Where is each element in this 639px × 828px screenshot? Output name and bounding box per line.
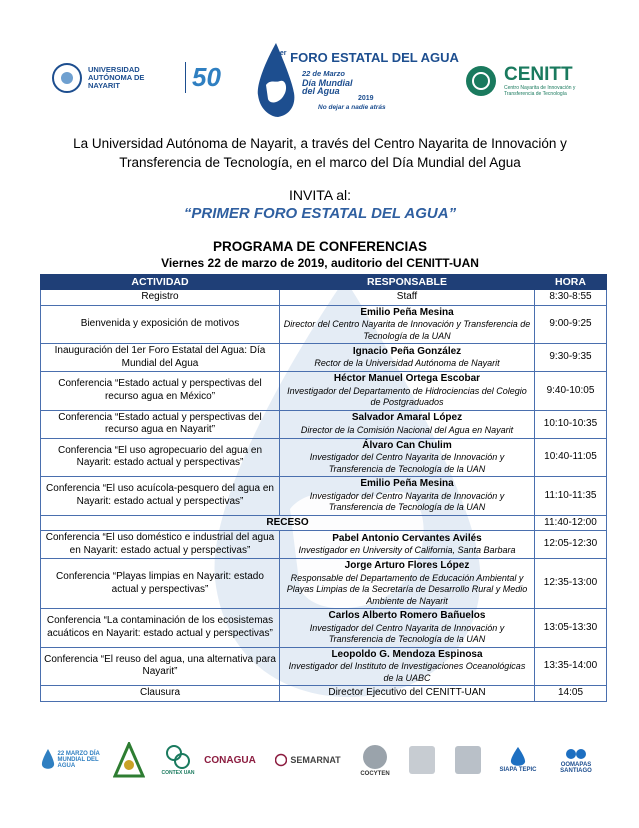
actividad-cell: Conferencia “Playas limpias en Nayarit: estado actual y perspectivas” [41,559,280,609]
responsable-desc: Investigador del Instituto de Investigaciones Oceanológicas de la UABC [288,661,526,683]
oomapas-icon [565,746,587,762]
foro-logo [256,38,459,120]
responsable-name: Director Ejecutivo del CENITT-UAN [328,687,486,698]
programa-title: PROGRAMA DE CONFERENCIAS [212,239,427,254]
drop-icon [41,749,55,771]
hora-cell: 13:35-14:00 [535,647,607,686]
responsable-name: Salvador Amaral López [351,412,463,423]
responsable-name: Álvaro Can Chulim [362,439,452,451]
responsable-desc: Responsable del Departamento de Educación Ambiental y Playas Limpias de la Secretaría de Desarrollo Rural y Medio Ambiente de Nayarit [286,572,528,606]
responsable-desc: Investigador del Departamento de Hidrociencias del Colegio de Postgraduados [287,385,527,407]
responsable-cell [280,372,535,411]
program-table-wrap [40,274,606,702]
hora-cell: 12:05-12:30 [535,531,607,559]
hora-cell: 9:30-9:35 [535,344,607,372]
table-row [41,290,607,306]
table-row [41,559,607,609]
table-row [41,410,607,438]
hora-cell: 10:40-11:05 [535,438,607,477]
logo-cocyten-text: COCYTEN [360,771,390,777]
siapa-drop-icon [510,747,526,767]
foro-date-2: Día Mundial [302,77,353,88]
responsable-name: Emilio Peña Mesina [360,306,454,318]
hora-cell: 9:40-10:05 [535,372,607,411]
logo-conagua-text: CONAGUA [204,754,256,766]
responsable-cell [280,609,535,648]
hora-cell: 13:05-13:30 [535,609,607,648]
uan-logo [52,62,221,93]
cenitt-desc: Centro Nayarita de Innovación y Transferencia de Tecnología [504,85,576,97]
foro-motto: No dejar a nadie atrás [318,104,386,111]
foro-prefix: 1er [276,50,287,57]
hora-cell: 9:00-9:25 [535,305,607,344]
cenitt-name: CENITT [504,64,573,85]
responsable-name: Pabel Antonio Cervantes Avilés [332,532,482,544]
actividad-cell: Bienvenida y exposición de motivos [41,305,280,344]
hora-cell: 12:35-13:00 [535,559,607,609]
responsable-name: Leopoldo G. Mendoza Espinosa [331,648,483,660]
receso-cell: RECESO [41,515,535,531]
table-header-row [41,275,607,290]
logo-dia-agua-text: 22 MARZO DÍA MUNDIAL DEL AGUA [57,751,100,769]
actividad-cell: Conferencia “Estado actual y perspectivas del recurso agua en Nayarit” [41,410,280,438]
hora-cell: 11:10-11:35 [535,477,607,516]
table-row [41,305,607,344]
table-row [41,438,607,477]
logo-contex [158,738,198,782]
logo-semarnat-text: SEMARNAT [290,755,341,765]
col-responsable: RESPONSABLE [280,275,535,290]
foro-date-3: del Agua [302,86,340,96]
responsable-name: Héctor Manuel Ortega Escobar [333,373,481,384]
responsable-cell [280,438,535,477]
col-actividad: ACTIVIDAD [41,275,280,290]
state-seal-icon [405,742,439,778]
logo-contex-text: CONTEX UAN [161,770,195,776]
responsable-cell [280,410,535,438]
actividad-cell: Conferencia “El uso acuícola-pesquero del agua en Nayarit: estado actual y perspectivas” [41,477,280,516]
responsable-cell [280,531,535,559]
col-hora: HORA [535,275,607,290]
actividad-cell: Conferencia “Estado actual y perspectivas del recurso agua en México” [41,372,280,411]
logo-oomapas [548,738,604,782]
responsable-desc: Investigador del Centro Nayarita de Innovación y Transferencia de Tecnología de la UAN [309,452,505,474]
actividad-cell: Clausura [41,686,280,702]
table-row [41,686,607,702]
foro-name: “PRIMER FORO ESTATAL DEL AGUA” [183,205,457,222]
table-row [41,372,607,411]
logo-siapa-text: SIAPA TEPIC [499,767,537,773]
responsable-desc: Director del Centro Nayarita de Innovación y Transferencia de Tecnología de la UAN [283,319,531,341]
cocyten-icon [360,743,390,771]
actividad-cell: Inauguración del 1er Foro Estatal del Agua: Día Mundial del Agua [41,344,280,372]
responsable-cell [280,305,535,344]
responsable-cell [280,559,535,609]
hora-cell: 14:05 [535,686,607,702]
logo-nayarit-agua [448,738,488,782]
hora-cell: 11:40-12:00 [535,515,607,531]
responsable-desc: Investigador del Centro Nayarita de Innovación y Transferencia de Tecnología de la UAN [309,490,505,512]
table-row [41,344,607,372]
responsable-desc: Investigador en University of California, Santa Barbara [298,545,516,555]
responsable-name: Ignacio Peña González [352,345,462,357]
responsable-name: Emilio Peña Mesina [360,478,454,489]
fecha-text: Viernes 22 de marzo de 2019, auditorio del CENITT-UAN [161,256,479,270]
triangle-emblem-icon [113,742,145,778]
cenitt-seal-icon [466,66,496,96]
logo-siapa [496,738,540,782]
header [0,0,639,125]
actividad-cell: Registro [41,290,280,306]
hora-cell: 10:10-10:35 [535,410,607,438]
responsable-cell [280,477,535,516]
actividad-cell: Conferencia “El uso agropecuario del agua en Nayarit: estado actual y perspectivas” [41,438,280,477]
actividad-cell: Conferencia “El reuso del agua, una alternativa para Nayarit” [41,647,280,686]
responsable-desc: Rector de la Universidad Autónoma de Nayarit [314,358,500,368]
logo-triangle [112,738,146,782]
foro-date-1: 22 de Marzo [302,69,345,78]
uan-name: UNIVERSIDAD AUTÓNOMA DE NAYARIT [88,64,145,90]
responsable-name: Jorge Arturo Flores López [344,560,470,571]
table-row [41,477,607,516]
logo-conagua [202,738,258,782]
foro-title: FORO ESTATAL DEL AGUA [290,50,459,65]
responsable-name: Staff [396,291,418,302]
hora-cell: 8:30-8:55 [535,290,607,306]
uan-50-anniversary: 50 [185,62,221,93]
responsable-desc: Investigador del Centro Nayarita de Innovación y Transferencia de Tecnología de la UAN [309,622,505,644]
program-table [40,274,607,702]
foro-year: 2019 [358,95,374,102]
logo-oomapas-text: OOMAPAS SANTIAGO [560,762,592,774]
actividad-cell: Conferencia “La contaminación de los ecosistemas acuáticos en Nayarit: estado actual y perspectivas” [41,609,280,648]
logo-cocyten [352,738,398,782]
responsable-cell [280,647,535,686]
table-row [41,647,607,686]
invita-text: INVITA al: [289,187,351,203]
logo-semarnat [270,738,346,782]
responsable-cell [280,290,535,306]
footer-logos [40,738,610,788]
cenitt-logo [466,65,596,97]
intro-text: La Universidad Autónoma de Nayarit, a través del Centro Nayarita de Innovación y Transferencia de Tecnología, en el marco del Día Mundial del Agua [73,136,567,170]
seal-icon [275,753,287,767]
table-row [41,609,607,648]
actividad-cell: Conferencia “El uso doméstico e industrial del agua en Nayarit: estado actual y perspectivas” [41,531,280,559]
table-row [41,531,607,559]
responsable-desc: Director de la Comisión Nacional del Agua en Nayarit [300,424,514,435]
agua-seal-icon [451,742,485,778]
logo-nayarit-gov [402,738,442,782]
logo-dia-agua [40,738,102,782]
responsable-name: Carlos Alberto Romero Bañuelos [328,610,486,621]
responsable-cell [280,686,535,702]
contex-icon [165,744,191,770]
uan-seal-icon [52,63,82,93]
responsable-cell [280,344,535,372]
table-row [41,515,607,531]
